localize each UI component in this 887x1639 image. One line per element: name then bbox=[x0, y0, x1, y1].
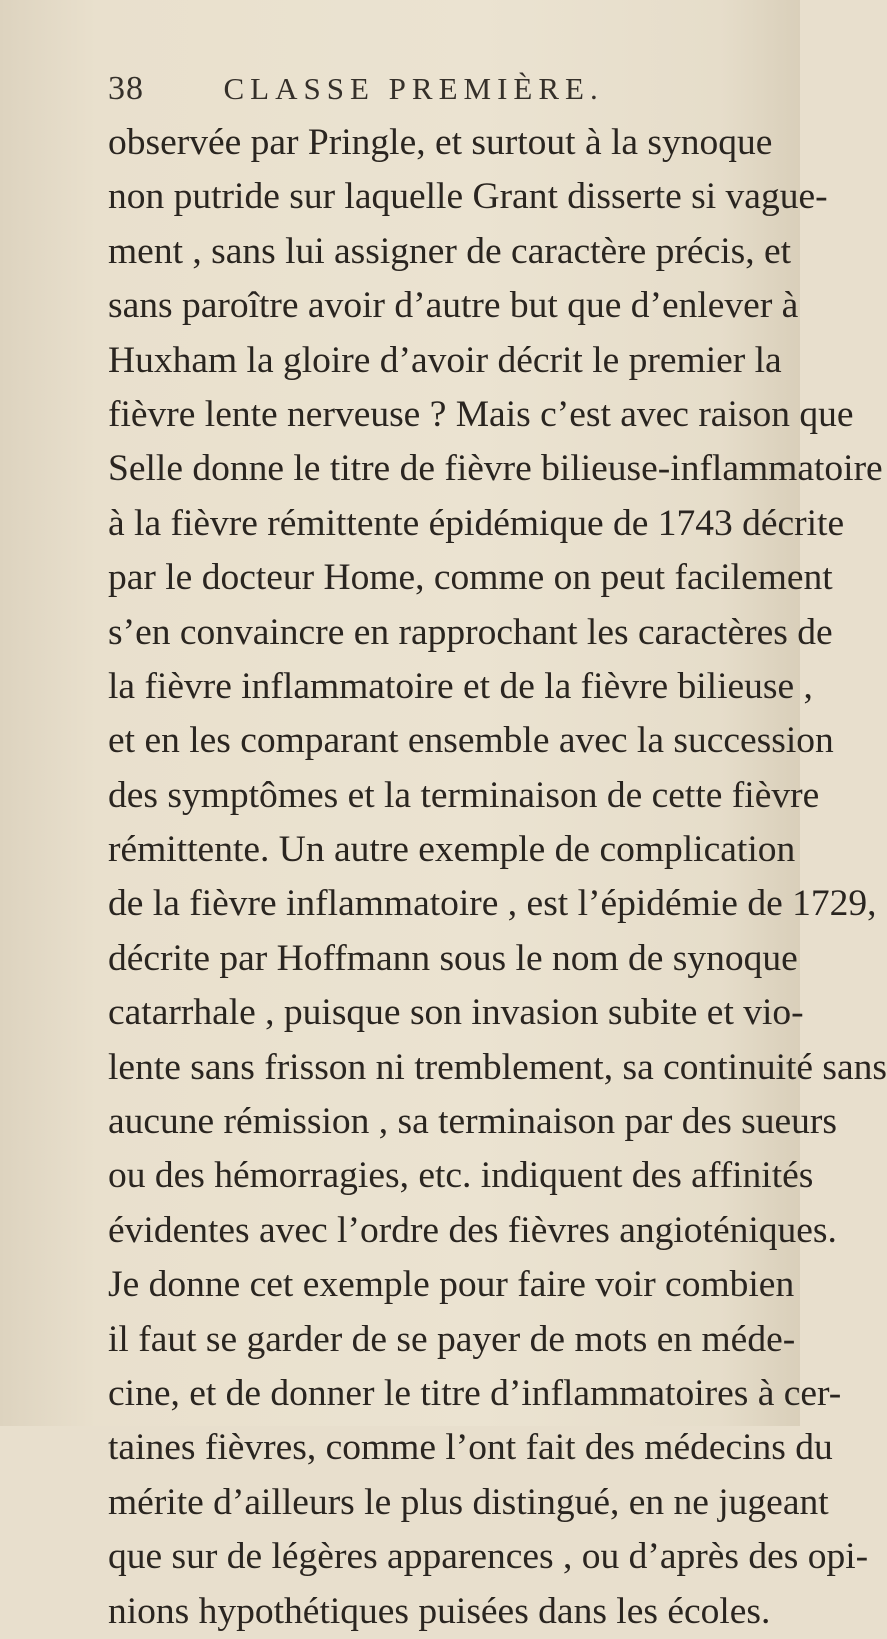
text-line: nions hypothétiques puisées dans les écoles. bbox=[108, 1590, 771, 1632]
text-line: évidentes avec l’ordre des fièvres angioténiques. bbox=[108, 1209, 837, 1251]
text-line: s’en convaincre en rapprochant les caractères de bbox=[108, 611, 833, 653]
text-line: fièvre lente nerveuse ? Mais c’est avec raison que bbox=[108, 393, 854, 435]
text-line: la fièvre inflammatoire et de la fièvre bilieuse , bbox=[108, 665, 813, 707]
running-head: CLASSE PREMIÈRE. bbox=[223, 71, 604, 106]
text-line: il faut se garder de se payer de mots en méde- bbox=[108, 1318, 796, 1360]
text-line: mérite d’ailleurs le plus distingué, en ne jugeant bbox=[108, 1481, 829, 1523]
text-line: décrite par Hoffmann sous le nom de synoque bbox=[108, 937, 798, 979]
text-line: ment , sans lui assigner de caractère précis, et bbox=[108, 230, 792, 272]
text-line: observée par Pringle, et surtout à la synoque bbox=[108, 122, 773, 163]
body-text bbox=[108, 116, 887, 1639]
text-line: Je donne cet exemple pour faire voir combien bbox=[108, 1264, 795, 1306]
page-number: 38 bbox=[108, 70, 144, 107]
text-line: et en les comparant ensemble avec la succession bbox=[108, 720, 834, 762]
text-line: non putride sur laquelle Grant disserte si vague- bbox=[108, 176, 828, 218]
text-line: Selle donne le titre de fièvre bilieuse-inflammatoire bbox=[108, 448, 883, 490]
page-header bbox=[108, 70, 604, 108]
text-line: taines fièvres, comme l’ont fait des médecins du bbox=[108, 1427, 833, 1469]
text-line: sans paroître avoir d’autre but que d’enlever à bbox=[108, 285, 799, 327]
text-line: à la fièvre rémittente épidémique de 1743 décrite bbox=[108, 502, 845, 544]
text-line: lente sans frisson ni tremblement, sa continuité sans bbox=[108, 1046, 887, 1088]
text-line: catarrhale , puisque son invasion subite et vio- bbox=[108, 992, 804, 1034]
text-line: ou des hémorragies, etc. indiquent des affinités bbox=[108, 1155, 814, 1197]
text-line: que sur de légères apparences , ou d’après des opi- bbox=[108, 1536, 869, 1578]
text-line: aucune rémission , sa terminaison par des sueurs bbox=[108, 1101, 837, 1143]
text-line: cine, et de donner le titre d’inflammatoires à cer- bbox=[108, 1372, 842, 1414]
text-line: Huxham la gloire d’avoir décrit le premier la bbox=[108, 339, 782, 381]
text-line: des symptômes et la terminaison de cette fièvre bbox=[108, 774, 820, 816]
text-line: rémittente. Un autre exemple de complication bbox=[108, 829, 796, 871]
text-line: de la fièvre inflammatoire , est l’épidémie de 1729, bbox=[108, 883, 877, 925]
text-line: par le docteur Home, comme on peut facilement bbox=[108, 557, 833, 599]
